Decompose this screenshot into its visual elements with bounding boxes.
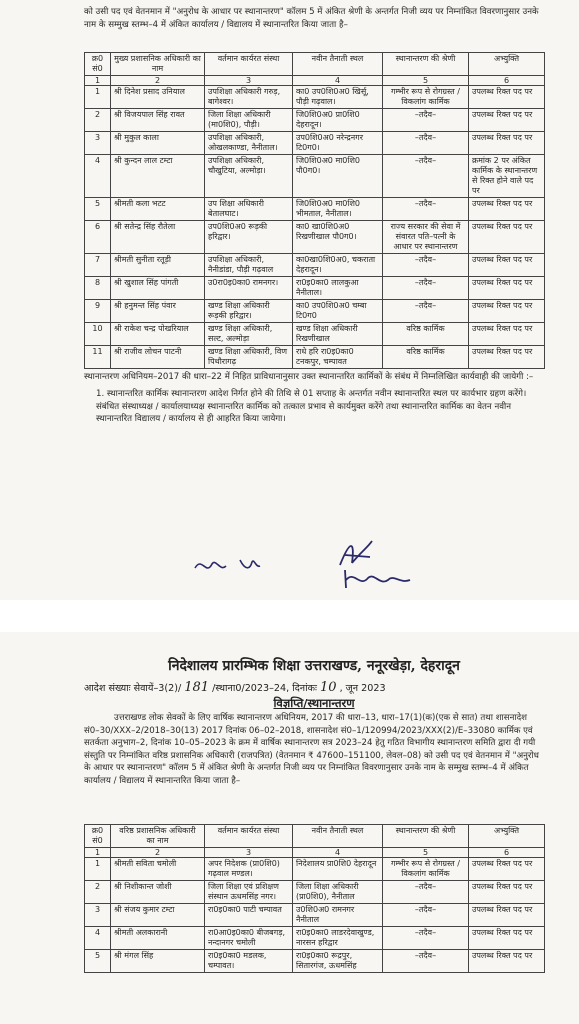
current-posting-cell: रा0इ0का0 मडलक, चम्पावत। xyxy=(205,950,293,973)
new-posting-cell: जि0शि0अ0 प्रा0शि0 देहरादून। xyxy=(293,109,383,132)
column-header: क्र0 सं0 xyxy=(85,53,111,76)
officer-name-cell: श्री कुन्दन लाल टम्टा xyxy=(111,155,205,198)
remark-cell: उपलब्ध रिक्त पद पर xyxy=(469,109,545,132)
table-row xyxy=(85,221,545,254)
transfer-category-cell: वरिष्ठ कार्मिक xyxy=(383,346,469,369)
remark-cell: उपलब्ध रिक्त पद पर xyxy=(469,950,545,973)
new-posting-cell: जि0शि0अ0 मा0शि0 भीमताल, नैनीताल। xyxy=(293,198,383,221)
current-posting-cell: उपशिक्षा अधिकारी, चौखुटिया, अल्मोड़ा। xyxy=(205,155,293,198)
current-posting-cell: खण्ड शिक्षा अधिकारी, विण पिथौरागढ़ xyxy=(205,346,293,369)
remark-cell: उपलब्ध रिक्त पद पर xyxy=(469,221,545,254)
remark-cell: उपलब्ध रिक्त पद पर xyxy=(469,277,545,300)
new-posting-cell: रा0इ0का0 लालकुआ नैनीताल। xyxy=(293,277,383,300)
transfer-category-cell: –तदैव– xyxy=(383,254,469,277)
column-header: वर्तमान कार्यरत संस्था xyxy=(205,825,293,848)
officer-name-cell: श्री मंगल सिंह xyxy=(111,950,205,973)
officer-name-cell: श्री निशीकान्त जोशी xyxy=(111,881,205,904)
column-number: 2 xyxy=(111,76,205,86)
column-number: 5 xyxy=(383,76,469,86)
transfer-category-cell: –तदैव– xyxy=(383,109,469,132)
current-posting-cell: उप0शि0अ0 रूड़की हरिद्वार। xyxy=(205,221,293,254)
remark-cell: उपलब्ध रिक्त पद पर xyxy=(469,300,545,323)
column-number: 5 xyxy=(383,848,469,858)
remark-cell: उपलब्ध रिक्त पद पर xyxy=(469,323,545,346)
transfer-category-cell: –तदैव– xyxy=(383,927,469,950)
serial-number-cell: 2 xyxy=(85,109,111,132)
section-22-paragraph: स्थानान्तरण अधिनियम–2017 की धारा–22 में निहित प्राविधानानुसार उक्त स्थानान्तरित कार्मिकों के संबंध में निम्नलिखित कार्यवाही की जायेगी :– xyxy=(84,372,534,382)
officer-name-cell: श्री संजय कुमार टम्टा xyxy=(111,904,205,927)
column-number: 4 xyxy=(293,848,383,858)
column-number: 3 xyxy=(205,76,293,86)
column-number: 1 xyxy=(85,848,111,858)
transfer-table-1 xyxy=(84,52,545,369)
officer-name-cell: श्री सतेन्द्र सिंह रौतेला xyxy=(111,221,205,254)
column-header: मुख्य प्रशासनिक अधिकारी का नाम xyxy=(111,53,205,76)
serial-number-cell: 4 xyxy=(85,155,111,198)
new-posting-cell: रा0इ0का0 लाडरदेवाखुण्ड, नारसन हरिद्वार xyxy=(293,927,383,950)
transfer-category-cell: –तदैव– xyxy=(383,132,469,155)
notice-title: विज्ञप्ति/स्थानान्तरण xyxy=(273,696,355,710)
remark-cell: उपलब्ध रिक्त पद पर xyxy=(469,254,545,277)
officer-name-cell: श्री राकेश चन्द्र पोखरियाल xyxy=(111,323,205,346)
table-row xyxy=(85,155,545,198)
column-header: अभ्युक्ति xyxy=(469,53,545,76)
table-row xyxy=(85,950,545,973)
current-posting-cell: खण्ड शिक्षा अधिकारी रूड़की हरिद्वार। xyxy=(205,300,293,323)
serial-number-cell: 9 xyxy=(85,300,111,323)
officer-name-cell: श्री खुशाल सिंह पांगती xyxy=(111,277,205,300)
serial-number-cell: 5 xyxy=(85,950,111,973)
current-posting-cell: उपशिक्षा अधिकारी गरुड़, बागेश्वर। xyxy=(205,86,293,109)
current-posting-cell: जिला शिक्षा अधिकारी (मा0शि0), पौड़ी। xyxy=(205,109,293,132)
officer-name-cell: श्री विजयपाल सिंह रावत xyxy=(111,109,205,132)
serial-number-cell: 7 xyxy=(85,254,111,277)
new-posting-cell: उप0शि0अ0 नरेन्द्रनगर टि0ग0। xyxy=(293,132,383,155)
officer-name-cell: श्री दिनेश प्रसाद उनियाल xyxy=(111,86,205,109)
current-posting-cell: उ0रा0इ0का0 रामनगर। xyxy=(205,277,293,300)
order-suffix: , जून 2023 xyxy=(339,683,386,694)
notice-body: उत्तराखण्ड लोक सेवकों के लिए वार्षिक स्थानान्तरण अधिनियम, 2017 की धारा–13, धारा–17(1)(क)(एक से सात) तथा शासनादेश सं0–30/XXX–2/2018–30(13) 2017 दिनांक 06–02–2018, शासनादेश सं0–1/120994/2023/XXX(2)/E–33080 कार्मिक एवं सतर्कता अनुभाग–2, दिनांक 10–05–2023 के क्रम में वार्षिक स्थानान्तरण सत्र 2023–24 हेतु गठित विभागीय स्थानान्तरण समिति द्वारा दी गयी संस्तुति पर निम्नांकित वरिष्ठ प्रशासनिक अधिकारी (राजपत्रित) (वेतनमान ₹ 47600–151100, लेवल–08) को उसी पद एवं वेतनमान में "अनुरोध के आधार पर स्थानान्तरण" कॉलम 5 में अंकित श्रेणी के अन्तर्गत निजी व्यय पर निम्नांकित विवरणानुसार उनके नाम के सम्मुख स्तम्भ–4 में अंकित कार्यालय / विद्यालय में स्थानान्तरित किया जाता है– xyxy=(84,713,539,786)
officer-name-cell: श्रीमती सविता चमोली xyxy=(111,858,205,881)
table-row xyxy=(85,86,545,109)
table-row xyxy=(85,858,545,881)
new-posting-cell: का0खा0शि0अ0, चकराता देहरादून। xyxy=(293,254,383,277)
new-posting-cell: खण्ड शिक्षा अधिकारी रिखणीखाल xyxy=(293,323,383,346)
remark-cell: उपलब्ध रिक्त पद पर xyxy=(469,904,545,927)
order-number: 181 xyxy=(184,680,210,695)
serial-number-cell: 8 xyxy=(85,277,111,300)
order-prefix: आदेश संख्याः सेवायें–3(2)/ xyxy=(84,683,182,694)
column-number: 6 xyxy=(469,76,545,86)
current-posting-cell: उपशिक्षा अधिकारी, ओखलकाण्डा, नैनीताल। xyxy=(205,132,293,155)
table-row xyxy=(85,132,545,155)
remark-cell: उपलब्ध रिक्त पद पर xyxy=(469,86,545,109)
page-gap xyxy=(0,600,579,632)
serial-number-cell: 6 xyxy=(85,221,111,254)
column-header: वरिष्ठ प्रशासनिक अधिकारी का नाम xyxy=(111,825,205,848)
column-number: 2 xyxy=(111,848,205,858)
instruction-point-1: 1. स्थानान्तरित कार्मिक स्थानान्तरण आदेश निर्गत होने की तिथि से 01 सप्ताह के अन्तर्गत नवीन स्थानान्तरित स्थल पर कार्यभार ग्रहण करेंगे। संबंधित संस्थाध्यक्ष / कार्यालयाध्यक्ष स्थानान्तरित कार्मिक को तत्काल प्रभाव से कार्यमुक्त करेंगे तथा स्थानान्तरित कार्मिक का वेतन नवीन स्थानान्तरित विद्यालय / कार्यालय से ही आहरित किया जायेगा। xyxy=(96,389,527,424)
column-header: नवीन तैनाती स्थल xyxy=(293,53,383,76)
remark-cell: क्रमांक 2 पर अंकित कार्मिक के स्थानान्तरण से रिक्त होने वाले पद पर xyxy=(469,155,545,198)
column-number-row xyxy=(85,76,545,86)
remark-cell: उपलब्ध रिक्त पद पर xyxy=(469,927,545,950)
current-posting-cell: अपर निदेशक (प्रा0शि0) गढ़वाल मण्डल। xyxy=(205,858,293,881)
officer-name-cell: श्री हनुमन्त सिंह पंवार xyxy=(111,300,205,323)
transfer-category-cell: –तदैव– xyxy=(383,904,469,927)
column-header: स्थानान्तरण की श्रेणी xyxy=(383,53,469,76)
table-header-row xyxy=(85,825,545,848)
new-posting-cell: जिला शिक्षा अधिकारी (प्रा0शि0), नैनीताल xyxy=(293,881,383,904)
remark-cell: उपलब्ध रिक्त पद पर xyxy=(469,198,545,221)
transfer-category-cell: –तदैव– xyxy=(383,155,469,198)
serial-number-cell: 3 xyxy=(85,904,111,927)
officer-name-cell: श्रीमती सुनीता रतूड़ी xyxy=(111,254,205,277)
table-row xyxy=(85,927,545,950)
current-posting-cell: रा0आ0इ0का0 बीजबगड़, नन्दानगर चमोली xyxy=(205,927,293,950)
table-header-row xyxy=(85,53,545,76)
current-posting-cell: उपशिक्षा अधिकारी, नैनीडांडा, पौड़ी गढ़वाल xyxy=(205,254,293,277)
officer-name-cell: श्री मुकुल काला xyxy=(111,132,205,155)
serial-number-cell: 10 xyxy=(85,323,111,346)
new-posting-cell: का0 खा0शि0अ0 रिखणीखाल पौ0ग0। xyxy=(293,221,383,254)
signature-2 xyxy=(340,562,420,592)
table-row xyxy=(85,254,545,277)
serial-number-cell: 3 xyxy=(85,132,111,155)
transfer-category-cell: –तदैव– xyxy=(383,300,469,323)
transfer-category-cell: गम्भीर रूप से रोगग्रस्त / विकलांग कार्मिक xyxy=(383,86,469,109)
serial-number-cell: 2 xyxy=(85,881,111,904)
remark-cell: उपलब्ध रिक्त पद पर xyxy=(469,346,545,369)
column-header: वर्तमान कार्यरत संस्था xyxy=(205,53,293,76)
current-posting-cell: रा0इ0का0 पाटी चम्पावत xyxy=(205,904,293,927)
table-row xyxy=(85,300,545,323)
column-header: क्र0 सं0 xyxy=(85,825,111,848)
new-posting-cell: का0 उप0शि0अ0 चम्बा टि0ग0 xyxy=(293,300,383,323)
serial-number-cell: 5 xyxy=(85,198,111,221)
transfer-category-cell: –तदैव– xyxy=(383,198,469,221)
table-row xyxy=(85,198,545,221)
serial-number-cell: 1 xyxy=(85,86,111,109)
remark-cell: उपलब्ध रिक्त पद पर xyxy=(469,858,545,881)
transfer-category-cell: –तदैव– xyxy=(383,881,469,904)
table-row xyxy=(85,109,545,132)
column-header: स्थानान्तरण की श्रेणी xyxy=(383,825,469,848)
officer-name-cell: श्रीमती कला भटट xyxy=(111,198,205,221)
order-mid: /स्थाना0/2023–24, दिनांकः xyxy=(212,683,317,694)
table-row xyxy=(85,881,545,904)
table-row xyxy=(85,346,545,369)
table-row xyxy=(85,323,545,346)
column-header: नवीन तैनाती स्थल xyxy=(293,825,383,848)
directorate-heading: निदेशालय प्रारम्भिक शिक्षा उत्तराखण्ड, ननूरखेड़ा, देहरादून xyxy=(168,658,460,674)
officer-name-cell: श्रीमती अलकारानी xyxy=(111,927,205,950)
table-row xyxy=(85,904,545,927)
column-number: 4 xyxy=(293,76,383,86)
document-page-2 xyxy=(0,632,579,1024)
current-posting-cell: जिला शिक्षा एवं प्रशिक्षण संस्थान ऊधमसिंह नगर। xyxy=(205,881,293,904)
serial-number-cell: 1 xyxy=(85,858,111,881)
officer-name-cell: श्री राजीव लोचन पाटनी xyxy=(111,346,205,369)
new-posting-cell: जि0शि0अ0 मा0शि0 पौ0ग0। xyxy=(293,155,383,198)
transfer-category-cell: गम्भीर रूप से रोगग्रस्त / विकलांग कार्मिक xyxy=(383,858,469,881)
column-number: 1 xyxy=(85,76,111,86)
order-day: 10 xyxy=(319,680,337,695)
current-posting-cell: खण्ड शिक्षा अधिकारी, सल्ट, अल्मोड़ा xyxy=(205,323,293,346)
remark-cell: उपलब्ध रिक्त पद पर xyxy=(469,881,545,904)
new-posting-cell: राधे हरि रा0इ0का0 टनकपुर, चम्पावत xyxy=(293,346,383,369)
column-number: 3 xyxy=(205,848,293,858)
initials xyxy=(190,550,280,580)
current-posting-cell: उप शिक्षा अधिकारी बेतालघाट। xyxy=(205,198,293,221)
transfer-table-2 xyxy=(84,824,545,973)
transfer-category-cell: राज्य सरकार की सेवा में संवारत पति–पत्नी के आधार पर स्थानान्तरण xyxy=(383,221,469,254)
new-posting-cell: रा0इ0का0 रूद्रपुर, सितारगंज, ऊधमसिंह xyxy=(293,950,383,973)
new-posting-cell: का0 उप0शि0अ0 खिर्सू, पौड़ी गढ़वाल। xyxy=(293,86,383,109)
column-number: 6 xyxy=(469,848,545,858)
new-posting-cell: निदेशालय प्रा0शि0 देहरादून xyxy=(293,858,383,881)
transfer-category-cell: –तदैव– xyxy=(383,950,469,973)
order-line xyxy=(84,680,544,695)
table-row xyxy=(85,277,545,300)
transfer-category-cell: –तदैव– xyxy=(383,277,469,300)
column-number-row xyxy=(85,848,545,858)
serial-number-cell: 4 xyxy=(85,927,111,950)
remark-cell: उपलब्ध रिक्त पद पर xyxy=(469,132,545,155)
serial-number-cell: 11 xyxy=(85,346,111,369)
transfer-category-cell: वरिष्ठ कार्मिक xyxy=(383,323,469,346)
intro-paragraph: को उसी पद एवं वेतनमान में "अनुरोध के आधार पर स्थानान्तरण" कॉलम 5 में अंकित श्रेणी के अन्तर्गत निजी व्यय पर निम्नांकित विवरणानुसार उनके नाम के सम्मुख स्तम्भ–4 में अंकित कार्यालय / विद्यालय में स्थानान्तरित किया जाता है– xyxy=(84,7,539,30)
new-posting-cell: उ0शि0अ0 रामनगर नैनीताल xyxy=(293,904,383,927)
column-header: अभ्युक्ति xyxy=(469,825,545,848)
